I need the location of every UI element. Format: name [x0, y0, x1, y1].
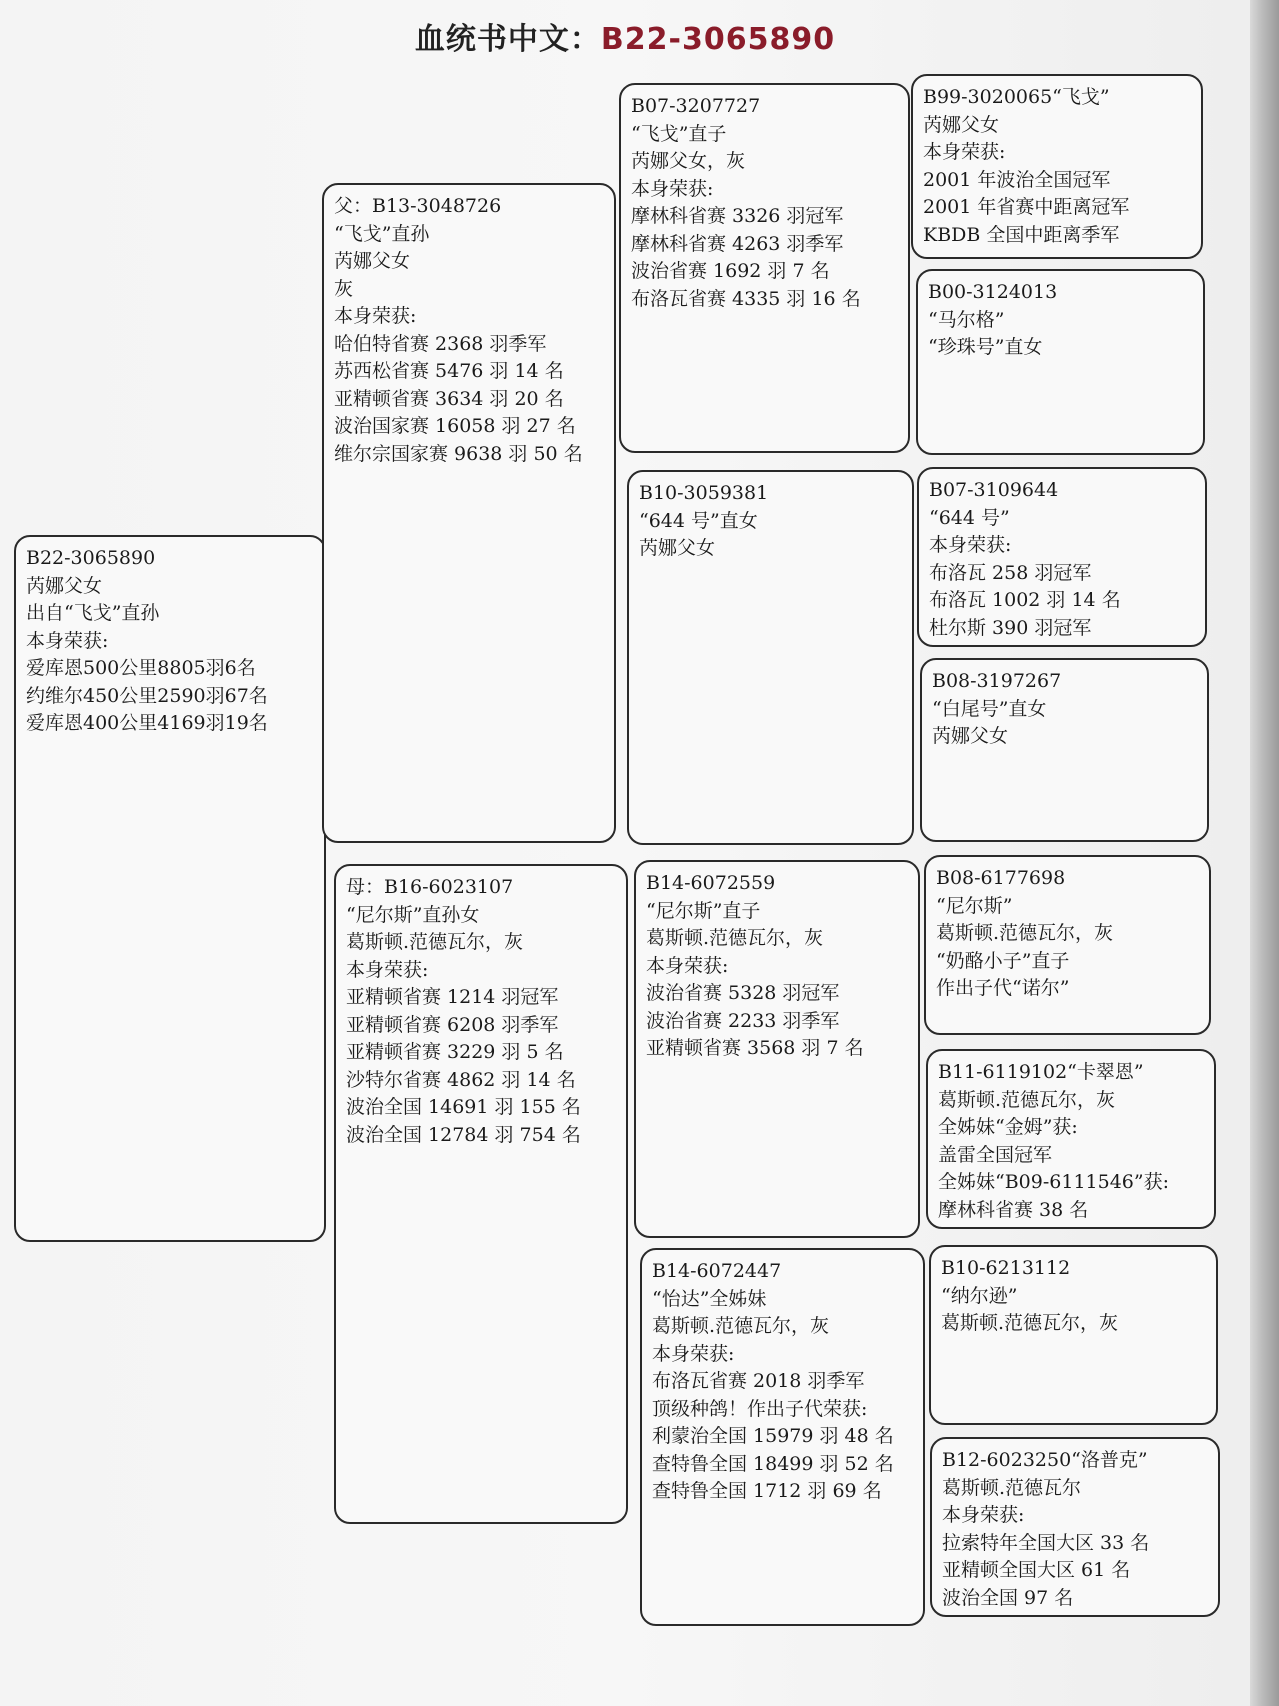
pedigree-line: 亚精顿省赛 3229 羽 5 名	[346, 1041, 564, 1063]
pedigree-line: “怡达”全姊妹	[652, 1287, 767, 1310]
pedigree-line: 拉索特年全国大区 33 名	[942, 1531, 1150, 1554]
pedigree-line: 波治国家赛 16058 羽 27 名	[334, 415, 576, 437]
pedigree-line: “尼尔斯”直孙女	[346, 903, 480, 926]
ring-number: B07-3207727	[631, 95, 761, 117]
pedigree-line: 查特鲁全国 1712 羽 69 名	[652, 1480, 882, 1502]
pedigree-line: 波治全国 97 名	[942, 1586, 1074, 1609]
ring-number: B00-3124013	[928, 281, 1058, 303]
pedigree-line: 盖雷全国冠军	[938, 1143, 1053, 1166]
pedigree-line: 葛斯顿.范德瓦尔	[942, 1476, 1082, 1499]
pedigree-line: 亚精顿省赛 6208 羽季军	[346, 1013, 559, 1036]
ring-number: B10-3059381	[639, 482, 769, 504]
pedigree-line: 本身荣获:	[631, 177, 714, 200]
ring-number: B08-6177698	[936, 867, 1066, 889]
ring-number: 父：B13-3048726	[334, 195, 502, 217]
pedigree-box-sire-sire-sire	[911, 74, 1203, 259]
pedigree-line: “飞戈”直子	[631, 122, 727, 145]
pedigree-line: KBDB 全国中距离季军	[923, 223, 1120, 246]
pedigree-line: 摩林科省赛 38 名	[938, 1198, 1089, 1221]
pedigree-line: 亚精顿省赛 3634 羽 20 名	[334, 387, 564, 410]
pedigree-box-sire-dam	[627, 470, 914, 845]
pedigree-line: “尼尔斯”直子	[646, 899, 761, 922]
pedigree-line: 爱库恩500公里8805羽6名	[26, 657, 256, 679]
pedigree-line: 维尔宗国家赛 9638 羽 50 名	[334, 442, 583, 465]
pedigree-line: “纳尔逊”	[941, 1284, 1018, 1307]
pedigree-line: 约维尔450公里2590羽67名	[26, 684, 268, 707]
pedigree-line: 葛斯顿.范德瓦尔，灰	[652, 1315, 830, 1337]
pedigree-line: “飞戈”直孙	[334, 222, 430, 245]
pedigree-box-sire-dam-dam	[920, 658, 1209, 842]
pedigree-box-dam-sire-dam	[926, 1049, 1216, 1229]
pedigree-line: 本身荣获:	[942, 1504, 1025, 1526]
pedigree-line: 全姊妹“金姆”获:	[938, 1116, 1078, 1138]
pedigree-line: “马尔格”	[928, 308, 1005, 331]
pedigree-line: 沙特尔省赛 4862 羽 14 名	[346, 1068, 576, 1091]
pedigree-line: 爱库恩400公里4169羽19名	[26, 712, 268, 734]
pedigree-line: 亚精顿省赛 3568 羽 7 名	[646, 1037, 864, 1059]
pedigree-line: 本身荣获:	[334, 305, 417, 327]
pedigree-line: 芮娜父女	[334, 250, 411, 272]
pedigree-line: 芮娜父女	[923, 113, 1000, 136]
pedigree-line: 葛斯顿.范德瓦尔，灰	[346, 931, 524, 953]
pedigree-line: 苏西松省赛 5476 羽 14 名	[334, 360, 564, 382]
pedigree-line: “644 号”直女	[639, 509, 758, 532]
pedigree-line: 葛斯顿.范德瓦尔，灰	[941, 1312, 1119, 1334]
pedigree-line: 顶级种鸽！作出子代荣获:	[652, 1397, 868, 1420]
title-ring-number: B22-3065890	[600, 22, 836, 57]
pedigree-line: 波治省赛 2233 羽季军	[646, 1009, 840, 1032]
pedigree-box-dam	[334, 864, 628, 1524]
pedigree-box-dam-dam-dam	[930, 1437, 1220, 1617]
pedigree-line: 芮娜父女	[26, 574, 103, 597]
pedigree-line: 全姊妹“B09-6111546”获:	[938, 1171, 1170, 1193]
pedigree-line: 波治省赛 5328 羽冠军	[646, 982, 840, 1004]
pedigree-line: 杜尔斯 390 羽冠军	[929, 616, 1092, 639]
ring-number: B14-6072559	[646, 872, 776, 894]
pedigree-line: 作出子代“诺尔”	[936, 977, 1070, 999]
ring-number: 母：B16-6023107	[346, 876, 514, 898]
pedigree-line: “644 号”	[929, 506, 1010, 529]
pedigree-line: 亚精顿全国大区 61 名	[942, 1559, 1131, 1581]
pedigree-line: 本身荣获:	[646, 954, 729, 977]
pedigree-line: 利蒙治全国 15979 羽 48 名	[652, 1425, 894, 1447]
pedigree-box-dam-sire-sire	[924, 855, 1211, 1035]
pedigree-line: 波治全国 12784 羽 754 名	[346, 1123, 581, 1146]
pedigree-line: 本身荣获:	[929, 534, 1012, 556]
pedigree-line: 2001 年省赛中距离冠军	[923, 196, 1130, 218]
pedigree-line: “珍珠号”直女	[928, 336, 1043, 358]
pedigree-line: 布洛瓦省赛 2018 羽季军	[652, 1370, 865, 1392]
pedigree-line: 摩林科省赛 3326 羽冠军	[631, 205, 844, 227]
pedigree-line: 波治省赛 1692 羽 7 名	[631, 260, 830, 282]
pedigree-line: 布洛瓦 258 羽冠军	[929, 561, 1092, 584]
ring-number: B12-6023250“洛普克”	[942, 1449, 1148, 1471]
pedigree-line: 芮娜父女	[932, 725, 1009, 747]
ring-number: B14-6072447	[652, 1260, 782, 1282]
pedigree-box-dam-dam-sire	[929, 1245, 1218, 1425]
title-label: 血统书中文：	[414, 22, 601, 57]
pedigree-line: “白尾号”直女	[932, 697, 1047, 720]
binder-edge	[1250, 0, 1279, 1706]
pedigree-line: “尼尔斯”	[936, 894, 1013, 917]
pedigree-box-sire	[322, 183, 616, 843]
ring-number: B08-3197267	[932, 670, 1062, 692]
pedigree-box-sire-dam-sire	[917, 467, 1207, 647]
pedigree-box-dam-dam	[640, 1248, 925, 1626]
pedigree-line: 摩林科省赛 4263 羽季军	[631, 232, 844, 255]
pedigree-line: 本身荣获:	[652, 1342, 735, 1365]
pedigree-line: 2001 年波治全国冠军	[923, 168, 1111, 191]
ring-number: B11-6119102“卡翠恩”	[938, 1061, 1144, 1083]
pedigree-box-sire-sire-dam	[916, 269, 1205, 455]
ring-number: B99-3020065“飞戈”	[923, 86, 1110, 108]
pedigree-line: 本身荣获:	[346, 958, 429, 981]
pedigree-box-dam-sire	[634, 860, 920, 1238]
ring-number: B10-6213112	[941, 1257, 1071, 1279]
pedigree-line: 查特鲁全国 18499 羽 52 名	[652, 1452, 894, 1475]
pedigree-line: 亚精顿省赛 1214 羽冠军	[346, 986, 559, 1008]
pedigree-line: 葛斯顿.范德瓦尔，灰	[646, 927, 824, 949]
pedigree-line: 布洛瓦 1002 羽 14 名	[929, 589, 1121, 611]
pedigree-line: 葛斯顿.范德瓦尔，灰	[936, 922, 1114, 944]
pedigree-line: 布洛瓦省赛 4335 羽 16 名	[631, 287, 861, 310]
pedigree-box-sire-sire	[619, 83, 910, 453]
pedigree-line: 出自“飞戈”直孙	[26, 602, 160, 624]
pedigree-line: 波治全国 14691 羽 155 名	[346, 1096, 581, 1118]
pedigree-line: 本身荣获:	[923, 141, 1006, 163]
ring-number: B07-3109644	[929, 479, 1059, 501]
pedigree-line: 哈伯特省赛 2368 羽季军	[334, 332, 547, 355]
pedigree-box-subject	[14, 535, 326, 1242]
pedigree-line: 葛斯顿.范德瓦尔，灰	[938, 1088, 1116, 1111]
pedigree-line: 芮娜父女，灰	[631, 150, 746, 172]
pedigree-line: 灰	[334, 277, 354, 300]
pedigree-line: 本身荣获:	[26, 629, 109, 652]
ring-number: B22-3065890	[26, 547, 156, 569]
page-title	[0, 14, 1250, 58]
pedigree-line: 芮娜父女	[639, 537, 716, 559]
pedigree-line: “奶酪小子”直子	[936, 949, 1070, 972]
